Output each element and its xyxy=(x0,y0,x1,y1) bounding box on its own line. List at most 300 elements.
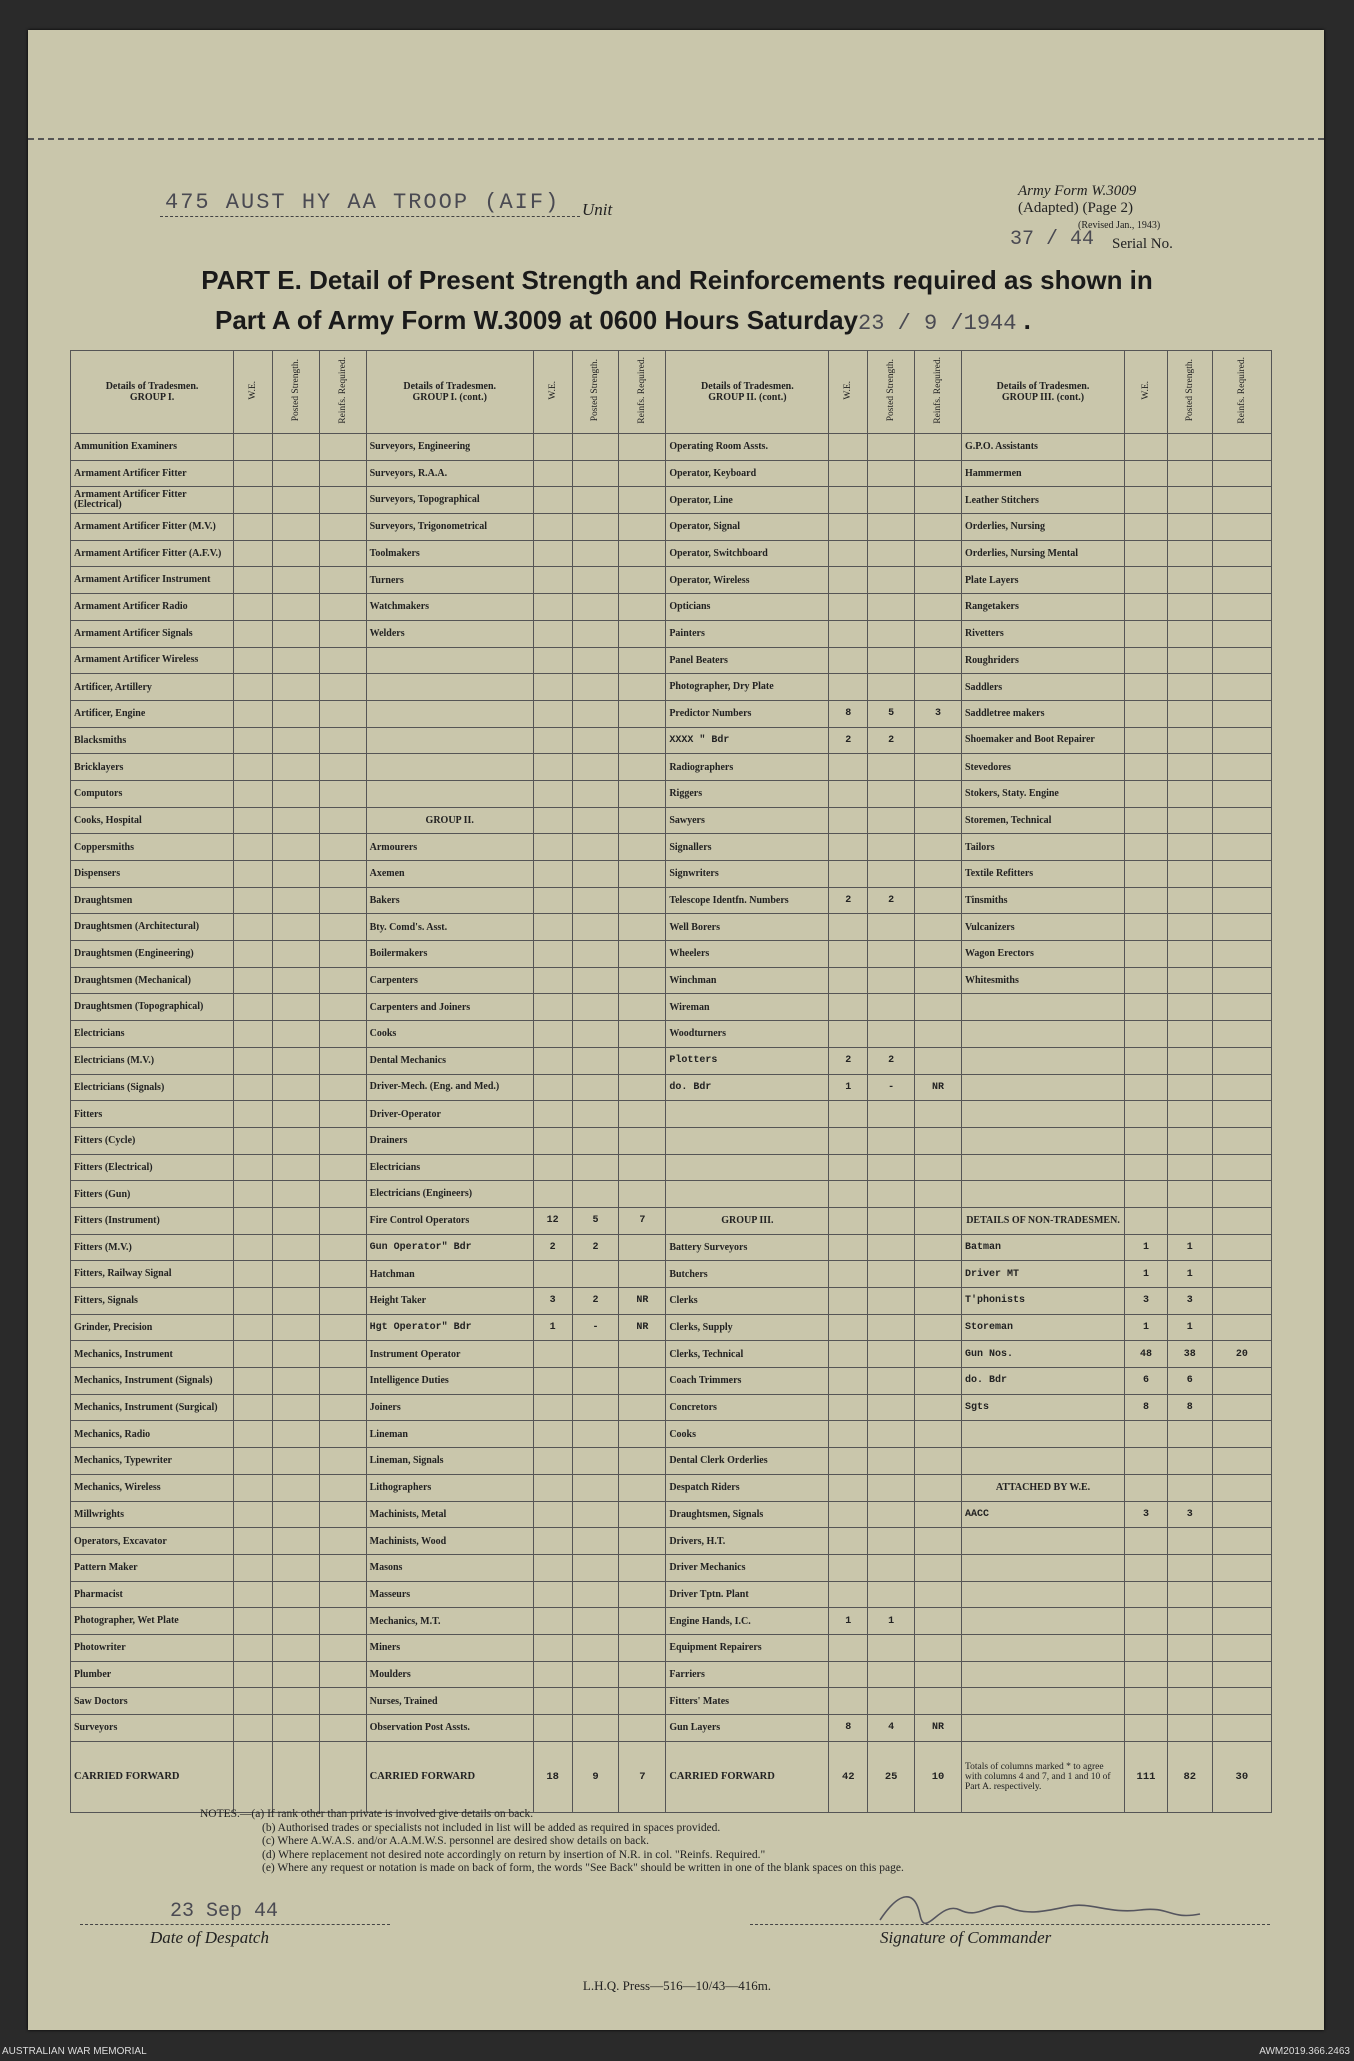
trade-name: Welders xyxy=(366,620,533,647)
cell-we xyxy=(234,700,273,727)
cell-reinfs xyxy=(915,1368,962,1395)
table-header xyxy=(71,351,1272,434)
table-row xyxy=(71,1127,1272,1154)
cell-reinfs xyxy=(319,1341,366,1368)
cell-posted xyxy=(1167,1715,1212,1742)
cell-reinfs xyxy=(1212,914,1271,941)
cell-reinfs xyxy=(1212,514,1271,541)
cell-we xyxy=(234,994,273,1021)
cell-reinfs xyxy=(915,674,962,701)
cell-reinfs xyxy=(319,1314,366,1341)
cell-posted xyxy=(868,914,915,941)
cell-we xyxy=(1125,1581,1168,1608)
cell-posted xyxy=(868,1474,915,1501)
table-row xyxy=(71,1688,1272,1715)
cell-posted xyxy=(1167,887,1212,914)
cell-posted xyxy=(868,1341,915,1368)
cell-we xyxy=(1125,1047,1168,1074)
trade-name: Electricians (Signals) xyxy=(71,1074,234,1101)
cell-posted xyxy=(1167,674,1212,701)
cell-reinfs xyxy=(319,914,366,941)
trade-name: Fitters (Electrical) xyxy=(71,1154,234,1181)
trade-name: Mechanics, Instrument xyxy=(71,1341,234,1368)
cell-we xyxy=(829,1421,868,1448)
cell-reinfs xyxy=(915,1021,962,1048)
cell-we xyxy=(234,1448,273,1475)
trade-name: Draughtsmen xyxy=(71,887,234,914)
cell-reinfs xyxy=(915,780,962,807)
cell-posted xyxy=(1167,1047,1212,1074)
cell-we: 6 xyxy=(1125,1368,1168,1395)
cell-we xyxy=(1125,514,1168,541)
trade-name: Lineman, Signals xyxy=(366,1448,533,1475)
cell-posted: 2 xyxy=(868,727,915,754)
cell-reinfs xyxy=(915,1261,962,1288)
trade-name: Pharmacist xyxy=(71,1581,234,1608)
cell-we xyxy=(234,1581,273,1608)
cell-reinfs xyxy=(619,861,666,888)
unit-name: 475 AUST HY AA TROOP (AIF) xyxy=(165,190,561,215)
cell-posted: 1 xyxy=(868,1608,915,1635)
cell-posted: - xyxy=(572,1314,619,1341)
cell-reinfs xyxy=(915,754,962,781)
trade-name: Tailors xyxy=(961,834,1124,861)
trade-name: Despatch Riders xyxy=(666,1474,829,1501)
cell-we: 3 xyxy=(533,1288,572,1315)
cell-posted xyxy=(868,941,915,968)
cell-reinfs xyxy=(619,700,666,727)
cell-posted xyxy=(868,1688,915,1715)
cell-posted xyxy=(572,914,619,941)
cell-reinfs xyxy=(915,487,962,514)
trade-name: Instrument Operator xyxy=(366,1341,533,1368)
trade-name: Clerks, Supply xyxy=(666,1314,829,1341)
header-we: W.E. xyxy=(533,351,572,434)
cell-we xyxy=(1125,1474,1168,1501)
cell-posted xyxy=(272,1181,319,1208)
trade-name: Nurses, Trained xyxy=(366,1688,533,1715)
cell-we xyxy=(234,1154,273,1181)
cell-reinfs xyxy=(619,1234,666,1261)
cell-we xyxy=(234,1661,273,1688)
cell-we: 3 xyxy=(1125,1501,1168,1528)
cell-reinfs xyxy=(319,620,366,647)
cell-posted xyxy=(868,1181,915,1208)
trade-name: Butchers xyxy=(666,1261,829,1288)
cell-we xyxy=(829,807,868,834)
cell-posted xyxy=(272,620,319,647)
cell-we: 1 xyxy=(533,1314,572,1341)
cell-posted xyxy=(272,967,319,994)
cell-we xyxy=(829,1021,868,1048)
cell-posted xyxy=(868,1634,915,1661)
trade-name: Roughriders xyxy=(961,647,1124,674)
cell-posted xyxy=(572,1715,619,1742)
cell-posted xyxy=(868,434,915,461)
cell-reinfs xyxy=(319,1288,366,1315)
header-we: W.E. xyxy=(1125,351,1168,434)
cell-we xyxy=(533,861,572,888)
cell-we xyxy=(1125,460,1168,487)
cell-posted xyxy=(1167,1074,1212,1101)
cell-posted xyxy=(272,1047,319,1074)
trade-name: Coach Trimmers xyxy=(666,1368,829,1395)
trade-name: Operating Room Assts. xyxy=(666,434,829,461)
trade-name: Operator, Wireless xyxy=(666,567,829,594)
cell-reinfs xyxy=(319,487,366,514)
cell-reinfs xyxy=(915,1688,962,1715)
cell-we xyxy=(533,727,572,754)
cell-reinfs xyxy=(319,1234,366,1261)
cell-reinfs xyxy=(915,1288,962,1315)
trade-name: Panel Beaters xyxy=(666,647,829,674)
table-row xyxy=(71,1394,1272,1421)
header-reinfs: Reinfs. Required. xyxy=(619,351,666,434)
cell-we xyxy=(829,1314,868,1341)
cell-reinfs xyxy=(915,1207,962,1234)
cell-posted xyxy=(272,514,319,541)
cell-posted xyxy=(572,727,619,754)
cell-posted xyxy=(868,1288,915,1315)
perforation-line xyxy=(28,138,1324,140)
table-row xyxy=(71,727,1272,754)
cell-reinfs xyxy=(915,1581,962,1608)
table-row xyxy=(71,807,1272,834)
cell-posted xyxy=(868,780,915,807)
cell-we xyxy=(533,1634,572,1661)
table-row xyxy=(71,1021,1272,1048)
trade-name xyxy=(961,1181,1124,1208)
cell-reinfs xyxy=(1212,647,1271,674)
header-reinfs: Reinfs. Required. xyxy=(915,351,962,434)
cell-posted xyxy=(868,1021,915,1048)
cell-we xyxy=(533,1474,572,1501)
cell-posted xyxy=(1167,1661,1212,1688)
cell-posted xyxy=(272,887,319,914)
cell-we xyxy=(1125,994,1168,1021)
cell-posted xyxy=(272,567,319,594)
trade-name: Operator, Line xyxy=(666,487,829,514)
trade-name: Mechanics, Instrument (Surgical) xyxy=(71,1394,234,1421)
cell-we xyxy=(829,1448,868,1475)
cell-reinfs xyxy=(319,1581,366,1608)
cell-posted xyxy=(1167,1448,1212,1475)
table-row xyxy=(71,1608,1272,1635)
cell-posted: 2 xyxy=(868,887,915,914)
cell-we xyxy=(829,914,868,941)
trade-name: Fitters (Cycle) xyxy=(71,1127,234,1154)
cell-reinfs xyxy=(1212,1314,1271,1341)
trade-name: Storemen, Technical xyxy=(961,807,1124,834)
cell-we xyxy=(829,1181,868,1208)
signature-label: Signature of Commander xyxy=(880,1928,1052,1947)
cell-we xyxy=(1125,620,1168,647)
cell-posted xyxy=(868,861,915,888)
cell-reinfs xyxy=(915,914,962,941)
cell-posted xyxy=(572,1421,619,1448)
cell-we xyxy=(829,834,868,861)
cell-reinfs xyxy=(915,1314,962,1341)
trade-name: Well Borers xyxy=(666,914,829,941)
trade-name: Winchman xyxy=(666,967,829,994)
trade-name: Armament Artificer Wireless xyxy=(71,647,234,674)
cell-reinfs xyxy=(915,620,962,647)
trade-name: Wheelers xyxy=(666,941,829,968)
cell-posted xyxy=(272,1101,319,1128)
table-row xyxy=(71,1581,1272,1608)
table-row xyxy=(71,487,1272,514)
cell-reinfs xyxy=(319,1715,366,1742)
cell-posted xyxy=(572,1368,619,1395)
cell-reinfs xyxy=(619,914,666,941)
serial-label: Serial No. xyxy=(1112,236,1173,252)
cell-we xyxy=(234,887,273,914)
cell-reinfs xyxy=(319,1608,366,1635)
table-row xyxy=(71,1181,1272,1208)
cell-reinfs xyxy=(319,1634,366,1661)
cell-we xyxy=(234,1608,273,1635)
cell-we xyxy=(1125,1421,1168,1448)
cell-we xyxy=(533,1101,572,1128)
trade-name: Lineman xyxy=(366,1421,533,1448)
cell-we xyxy=(234,1074,273,1101)
cell-we xyxy=(234,514,273,541)
cell-posted xyxy=(272,1288,319,1315)
trade-name: Masseurs xyxy=(366,1581,533,1608)
trade-name: Armament Artificer Fitter xyxy=(71,460,234,487)
cell-we xyxy=(1125,1661,1168,1688)
cell-reinfs xyxy=(1212,487,1271,514)
cell-we: 3 xyxy=(1125,1288,1168,1315)
cell-posted xyxy=(572,1047,619,1074)
cell-reinfs xyxy=(915,434,962,461)
cell-we xyxy=(234,1314,273,1341)
trade-name: Electricians (Engineers) xyxy=(366,1181,533,1208)
cell-we xyxy=(533,460,572,487)
cell-we xyxy=(1125,1528,1168,1555)
cell-we xyxy=(234,460,273,487)
trade-name: Joiners xyxy=(366,1394,533,1421)
cell-posted xyxy=(1167,834,1212,861)
trade-name: Clerks xyxy=(666,1288,829,1315)
cell-we xyxy=(829,1528,868,1555)
cell-reinfs xyxy=(319,434,366,461)
cell-reinfs xyxy=(1212,1234,1271,1261)
trade-name: Electricians xyxy=(366,1154,533,1181)
trade-name: Height Taker xyxy=(366,1288,533,1315)
trade-name: Electricians xyxy=(71,1021,234,1048)
cell-posted xyxy=(1167,647,1212,674)
cell-reinfs xyxy=(319,727,366,754)
trade-name: Draughtsmen (Architectural) xyxy=(71,914,234,941)
cell-we xyxy=(829,1554,868,1581)
table-row xyxy=(71,1074,1272,1101)
cell-we: 1 xyxy=(829,1608,868,1635)
trade-name: Carpenters xyxy=(366,967,533,994)
cell-we xyxy=(1125,647,1168,674)
page-title-line2: Part A of Army Form W.3009 at 0600 Hours Saturday23 / 9 /1944 . xyxy=(215,305,1031,336)
cell-posted xyxy=(272,1074,319,1101)
totals-note: Totals of columns marked * to agree with columns 4 and 7, and 1 and 10 of Part A. respectively. xyxy=(961,1741,1124,1812)
cell-we xyxy=(1125,1127,1168,1154)
cell-posted xyxy=(572,1634,619,1661)
cell-reinfs xyxy=(319,1101,366,1128)
trade-name xyxy=(666,1127,829,1154)
cell-reinfs xyxy=(319,674,366,701)
cell-we xyxy=(829,1474,868,1501)
cell-we xyxy=(533,807,572,834)
cell-reinfs: NR xyxy=(915,1074,962,1101)
cell-posted xyxy=(272,540,319,567)
trade-name xyxy=(961,1661,1124,1688)
table-row xyxy=(71,567,1272,594)
cell-we xyxy=(234,914,273,941)
cell-reinfs xyxy=(1212,727,1271,754)
cell-reinfs xyxy=(1212,1608,1271,1635)
cell-we xyxy=(234,1554,273,1581)
cell-we xyxy=(533,994,572,1021)
cell-we: 2 xyxy=(533,1234,572,1261)
cell-reinfs xyxy=(619,941,666,968)
cell-posted xyxy=(572,434,619,461)
cell-reinfs xyxy=(1212,1074,1271,1101)
trade-name: Dispensers xyxy=(71,861,234,888)
cell-reinfs xyxy=(319,994,366,1021)
cell-reinfs xyxy=(915,967,962,994)
cell-reinfs xyxy=(1212,1421,1271,1448)
cell-reinfs: 3 xyxy=(915,700,962,727)
trade-name: Orderlies, Nursing Mental xyxy=(961,540,1124,567)
cell-we xyxy=(533,780,572,807)
cell-posted xyxy=(1167,1474,1212,1501)
cell-we xyxy=(533,647,572,674)
cell-posted xyxy=(272,1394,319,1421)
cf-label-3: CARRIED FORWARD xyxy=(666,1741,829,1812)
cell-posted xyxy=(272,460,319,487)
cell-we xyxy=(829,1154,868,1181)
cell-reinfs xyxy=(619,1448,666,1475)
cell-we xyxy=(829,1234,868,1261)
trade-name: Gun Operator" Bdr xyxy=(366,1234,533,1261)
cell-posted xyxy=(272,1554,319,1581)
cell-reinfs: NR xyxy=(619,1288,666,1315)
cell-we xyxy=(533,620,572,647)
cell-reinfs xyxy=(319,514,366,541)
cell-reinfs xyxy=(915,1448,962,1475)
trade-name xyxy=(961,1634,1124,1661)
cell-posted xyxy=(272,914,319,941)
cf-c2-reinfs: 7 xyxy=(619,1741,666,1812)
cell-reinfs xyxy=(319,1448,366,1475)
trade-name: Signwriters xyxy=(666,861,829,888)
cell-reinfs xyxy=(1212,1554,1271,1581)
despatch-date: 23 Sep 44 xyxy=(170,1900,279,1923)
notes-block xyxy=(200,1808,904,1876)
trade-name: Clerks, Technical xyxy=(666,1341,829,1368)
cell-we xyxy=(533,1021,572,1048)
cell-posted xyxy=(868,1261,915,1288)
cell-we xyxy=(533,700,572,727)
cell-we xyxy=(1125,941,1168,968)
cell-posted xyxy=(1167,1688,1212,1715)
cell-reinfs xyxy=(319,1127,366,1154)
cell-reinfs xyxy=(319,754,366,781)
cell-we xyxy=(829,780,868,807)
cell-reinfs xyxy=(1212,620,1271,647)
table-row xyxy=(71,1634,1272,1661)
cell-posted xyxy=(1167,1528,1212,1555)
cell-we xyxy=(829,1501,868,1528)
trade-name: Coppersmiths xyxy=(71,834,234,861)
table-row xyxy=(71,1421,1272,1448)
cell-we: 8 xyxy=(829,700,868,727)
cell-reinfs xyxy=(619,1554,666,1581)
cell-posted xyxy=(272,1127,319,1154)
trade-name: Photowriter xyxy=(71,1634,234,1661)
cell-we xyxy=(234,1181,273,1208)
trade-name: Operator, Signal xyxy=(666,514,829,541)
cell-we xyxy=(1125,807,1168,834)
table-row xyxy=(71,460,1272,487)
header-posted: Posted Strength. xyxy=(1167,351,1212,434)
trade-name: Masons xyxy=(366,1554,533,1581)
cell-we xyxy=(1125,780,1168,807)
cell-we xyxy=(533,1421,572,1448)
cell-reinfs xyxy=(619,1261,666,1288)
cell-posted xyxy=(272,1207,319,1234)
cell-reinfs xyxy=(915,807,962,834)
trade-name: Plotters xyxy=(666,1047,829,1074)
cell-we xyxy=(829,647,868,674)
cell-posted xyxy=(868,754,915,781)
cell-posted xyxy=(272,1314,319,1341)
trade-name: Cooks, Hospital xyxy=(71,807,234,834)
cell-we xyxy=(234,487,273,514)
cell-we xyxy=(533,1581,572,1608)
cell-posted xyxy=(868,1127,915,1154)
cell-posted xyxy=(572,861,619,888)
cell-reinfs xyxy=(619,1634,666,1661)
cell-reinfs xyxy=(319,1688,366,1715)
trade-name: Armament Artificer Fitter (M.V.) xyxy=(71,514,234,541)
cell-reinfs xyxy=(619,1715,666,1742)
cell-posted xyxy=(272,1421,319,1448)
cell-posted: 3 xyxy=(1167,1501,1212,1528)
cell-we xyxy=(533,1074,572,1101)
cell-reinfs xyxy=(1212,540,1271,567)
trade-name: Grinder, Precision xyxy=(71,1314,234,1341)
cell-we xyxy=(533,914,572,941)
cell-we xyxy=(533,1528,572,1555)
cell-we xyxy=(234,620,273,647)
cell-we xyxy=(234,807,273,834)
trade-name: Drainers xyxy=(366,1127,533,1154)
cell-reinfs xyxy=(915,994,962,1021)
cell-reinfs xyxy=(915,1634,962,1661)
cell-we xyxy=(234,1047,273,1074)
cell-reinfs xyxy=(619,834,666,861)
cell-we xyxy=(1125,1608,1168,1635)
table-row xyxy=(71,1261,1272,1288)
cell-posted xyxy=(1167,1101,1212,1128)
cell-we xyxy=(829,1288,868,1315)
cell-reinfs xyxy=(915,1394,962,1421)
cell-posted xyxy=(868,1394,915,1421)
strength-table xyxy=(70,350,1272,1813)
trade-name: Mechanics, Typewriter xyxy=(71,1448,234,1475)
cell-we xyxy=(234,754,273,781)
cell-posted xyxy=(572,1448,619,1475)
